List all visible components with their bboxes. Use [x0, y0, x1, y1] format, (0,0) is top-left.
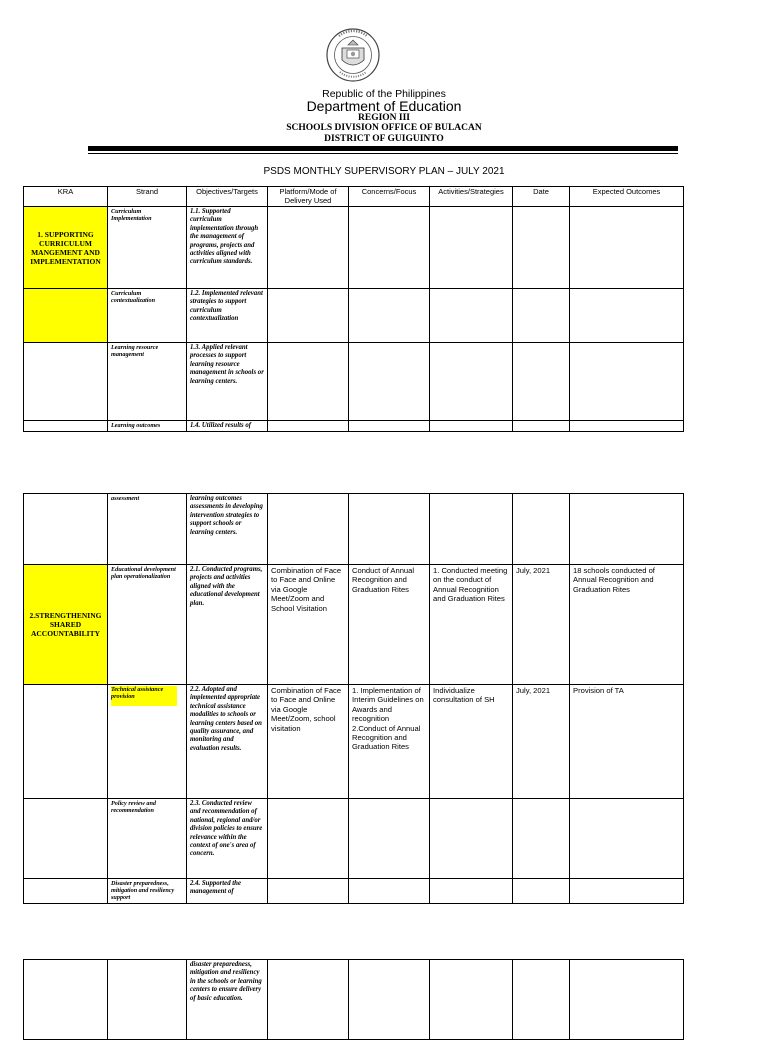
platform-cell [268, 421, 349, 432]
date-cell: July, 2021 [513, 565, 570, 685]
objective-cell: 2.3. Conducted review and recommendation of national, regional and/or division policies to ensure relevance within the context of one's area of concern. [187, 799, 268, 879]
header-rule-thick [88, 146, 678, 151]
strand-cell: Learning resource management [108, 343, 187, 421]
republic-line: Republic of the Philippines [322, 88, 446, 100]
concerns-cell [349, 289, 430, 343]
kra-cell-2: 2.STRENGTHENING SHARED ACCOUNTABILITY [24, 565, 108, 685]
header-row [24, 187, 684, 207]
strand-cell: Curriculum contextualization [108, 289, 187, 343]
objective-cell: 2.2. Adopted and implemented appropriate technical assistance modalities to schools or learning centers based on quality assurance, and monitoring and evaluation results. [187, 685, 268, 799]
outcomes-cell: 18 schools conducted of Annual Recognition and Graduation Rites [570, 565, 684, 685]
deped-seal-logo [326, 28, 380, 82]
concerns-cell [349, 421, 430, 432]
strand-cell: assessment [108, 494, 187, 565]
activities-cell [430, 343, 513, 421]
activities-cell [430, 960, 513, 1040]
kra-cell-empty [24, 879, 108, 904]
outcomes-cell [570, 421, 684, 432]
strand-highlight: Technical assistance provision [111, 686, 177, 706]
concerns-cell [349, 343, 430, 421]
supervisory-plan-table-part1 [23, 186, 684, 432]
col-header-date: Date [513, 187, 570, 207]
platform-cell [268, 879, 349, 904]
objective-cell: learning outcomes assessments in developing intervention strategies to support schools or learning centers. [187, 494, 268, 565]
outcomes-cell [570, 960, 684, 1040]
concerns-cell [349, 799, 430, 879]
kra-cell-empty [24, 421, 108, 432]
kra-cell-1: 1. SUPPORTING CURRICULUM MANGEMENT AND IMPLEMENTATION [24, 207, 108, 289]
platform-cell [268, 207, 349, 289]
col-header-objectives: Objectives/Targets [187, 187, 268, 207]
activities-cell [430, 879, 513, 904]
concern-item: 1. Implementation of Interim Guidelines on Awards and recognition [352, 686, 424, 724]
date-cell [513, 289, 570, 343]
region-line: REGION III [358, 113, 410, 123]
department-name: Department of Education [306, 98, 462, 114]
activities-cell [430, 207, 513, 289]
table-row [24, 799, 684, 879]
objective-cell: 2.4. Supported the management of [187, 879, 268, 904]
platform-cell [268, 960, 349, 1040]
platform-cell [268, 799, 349, 879]
platform-cell: Combination of Face to Face and Online via Google Meet/Zoom, school visitation [268, 685, 349, 799]
objective-cell: 2.1. Conducted programs, projects and activities aligned with the educational development plan. [187, 565, 268, 685]
strand-cell [108, 685, 187, 799]
col-header-activities: Activities/Strategies [430, 187, 513, 207]
date-cell [513, 799, 570, 879]
strand-cell: Learning outcomes [108, 421, 187, 432]
date-cell [513, 207, 570, 289]
platform-cell: Combination of Face to Face and Online via Google Meet/Zoom and School Visitation [268, 565, 349, 685]
activities-cell: Individualize consultation of SH [430, 685, 513, 799]
table-row [24, 494, 684, 565]
kra-cell-empty [24, 799, 108, 879]
strand-cell [108, 960, 187, 1040]
concerns-cell [349, 207, 430, 289]
platform-cell [268, 289, 349, 343]
date-cell [513, 421, 570, 432]
concerns-cell [349, 879, 430, 904]
table-row [24, 879, 684, 904]
strand-cell: Policy review and recommendation [108, 799, 187, 879]
concerns-cell: Conduct of Annual Recognition and Graduation Rites [349, 565, 430, 685]
table-row [24, 421, 684, 432]
table-row [24, 565, 684, 685]
table-row [24, 685, 684, 799]
date-cell: July, 2021 [513, 685, 570, 799]
platform-cell [268, 494, 349, 565]
table-row [24, 207, 684, 289]
date-cell [513, 343, 570, 421]
header-rule-thin [88, 153, 678, 154]
table-row [24, 960, 684, 1040]
activities-cell [430, 289, 513, 343]
plan-title: PSDS MONTHLY SUPERVISORY PLAN – JULY 2021 [263, 166, 505, 177]
col-header-concerns: Concerns/Focus [349, 187, 430, 207]
platform-cell [268, 343, 349, 421]
col-header-kra: KRA [24, 187, 108, 207]
outcomes-cell [570, 343, 684, 421]
activities-cell: 1. Conducted meeting on the conduct of Annual Recognition and Graduation Rites [430, 565, 513, 685]
supervisory-plan-table-part2 [23, 493, 684, 904]
activities-cell [430, 421, 513, 432]
supervisory-plan-table-part3 [23, 959, 684, 1040]
concerns-cell [349, 685, 430, 799]
outcomes-cell [570, 494, 684, 565]
objective-cell: 1.4. Utilized results of [187, 421, 268, 432]
concerns-cell [349, 494, 430, 565]
col-header-strand: Strand [108, 187, 187, 207]
objective-cell: 1.1. Supported curriculum implementation through the management of programs, projects and activities aligned with curriculum standards. [187, 207, 268, 289]
strand-cell: Disaster preparedness, mitigation and resiliency support [108, 879, 187, 904]
kra-cell-empty [24, 289, 108, 343]
kra-cell-empty [24, 494, 108, 565]
outcomes-cell [570, 289, 684, 343]
outcomes-cell [570, 799, 684, 879]
outcomes-cell: Provision of TA [570, 685, 684, 799]
date-cell [513, 879, 570, 904]
outcomes-cell [570, 879, 684, 904]
table-row [24, 289, 684, 343]
activities-cell [430, 799, 513, 879]
outcomes-cell [570, 207, 684, 289]
concern-item: 2.Conduct of Annual Recognition and Graduation Rites [352, 723, 421, 752]
col-header-platform: Platform/Mode of Delivery Used [268, 187, 349, 207]
table-row [24, 343, 684, 421]
activities-cell [430, 494, 513, 565]
division-line: SCHOOLS DIVISION OFFICE OF BULACAN [286, 123, 482, 133]
objective-cell: 1.3. Applied relevant processes to support learning resource management in schools or learning centers. [187, 343, 268, 421]
concerns-cell [349, 960, 430, 1040]
kra-cell-empty [24, 960, 108, 1040]
date-cell [513, 494, 570, 565]
objective-cell: disaster preparedness, mitigation and resiliency in the schools or learning centers to ensure delivery of basic education. [187, 960, 268, 1040]
col-header-outcomes: Expected Outcomes [570, 187, 684, 207]
strand-cell: Curriculum Implementation [108, 207, 187, 289]
kra-cell-empty [24, 343, 108, 421]
date-cell [513, 960, 570, 1040]
kra-cell-empty [24, 685, 108, 799]
objective-cell: 1.2. Implemented relevant strategies to support curriculum contextualization [187, 289, 268, 343]
strand-cell: Educational development plan operationalization [108, 565, 187, 685]
district-line: DISTRICT OF GUIGUINTO [324, 134, 444, 144]
